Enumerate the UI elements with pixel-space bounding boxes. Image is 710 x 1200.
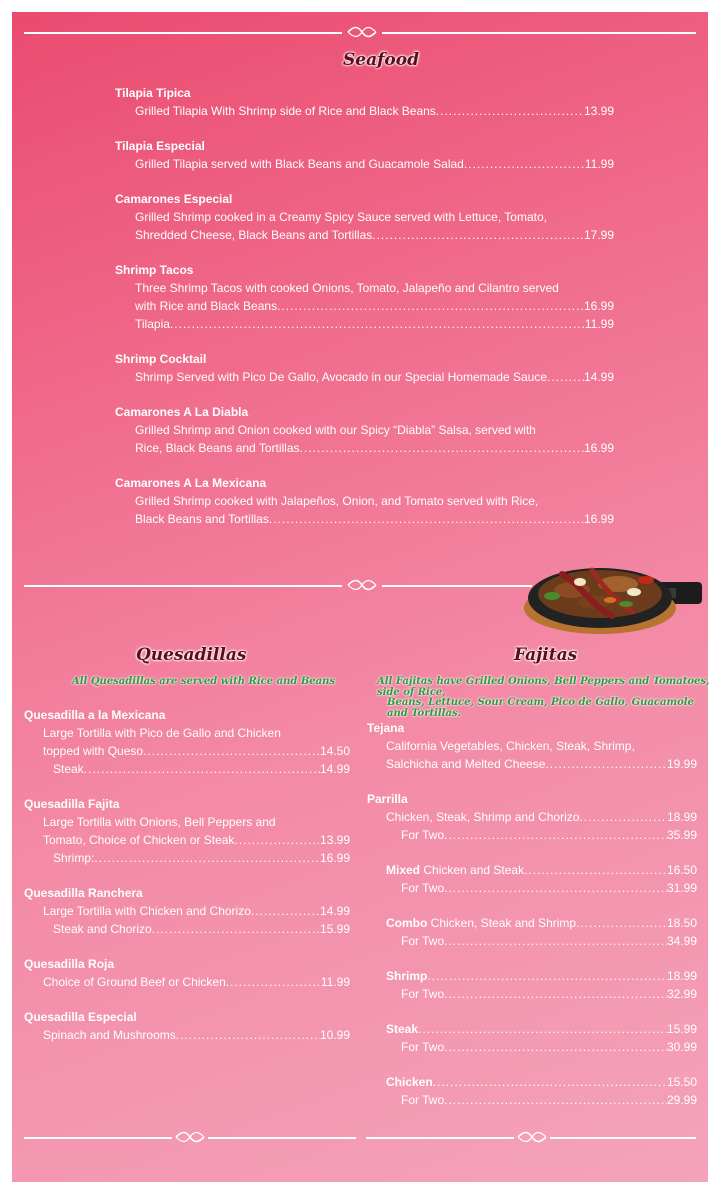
menu-item-line: Chicken, Steak, Shrimp and Chorizo ..... 18.99: [386, 809, 697, 825]
menu-item-line: For Two ..... 31.99: [401, 880, 697, 896]
menu-item-line: Shredded Cheese, Black Beans and Tortillas ..... 17.99: [135, 227, 614, 243]
menu-item-line: Grilled Shrimp and Onion cooked with our Spicy “Diabla” Salsa, served with: [135, 423, 536, 437]
mid-divider-right: [382, 585, 532, 587]
menu-item-name: Camarones Especial: [115, 192, 233, 206]
menu-item-line: Steak ..... 15.99: [386, 1021, 697, 1037]
menu-item-line: Tilapia ..... 11.99: [135, 316, 614, 332]
menu-item-line: Spinach and Mushrooms ..... 10.99: [43, 1027, 350, 1043]
flourish-ornament-icon: [174, 1130, 206, 1144]
flourish-ornament-icon: [346, 25, 378, 39]
menu-item-name: Quesadilla Especial: [24, 1010, 137, 1024]
fajitas-title: Fajitas: [514, 645, 578, 665]
menu-item-name: Camarones A La Diabla: [115, 405, 249, 419]
flourish-ornament-icon: [346, 578, 378, 592]
menu-item-line: Choice of Ground Beef or Chicken ..... 11.99: [43, 974, 350, 990]
menu-item-name: Shrimp Cocktail: [115, 352, 207, 366]
mid-divider-left: [24, 585, 342, 587]
menu-item-name: Shrimp Tacos: [115, 263, 194, 277]
flourish-ornament-icon: [516, 1130, 548, 1144]
menu-item-name: Quesadilla Ranchera: [24, 886, 143, 900]
bottom-divider-left-b: [208, 1137, 356, 1139]
menu-item-line: Grilled Shrimp cooked in a Creamy Spicy Sauce served with Lettuce, Tomato,: [135, 210, 547, 224]
menu-item-line: Salchicha and Melted Cheese ..... 19.99: [386, 756, 697, 772]
menu-item-name: Tilapia Especial: [115, 139, 205, 153]
menu-item-line: Rice, Black Beans and Tortillas ..... 16.99: [135, 440, 614, 456]
menu-item-line: Large Tortilla with Pico de Gallo and Chicken: [43, 726, 281, 740]
menu-item-line: California Vegetables, Chicken, Steak, Shrimp,: [386, 739, 635, 753]
bottom-divider-right-b: [550, 1137, 696, 1139]
menu-item-line: For Two ..... 35.99: [401, 827, 697, 843]
menu-item-line: Shrimp: ..... 16.99: [53, 850, 350, 866]
menu-item-line: Grilled Shrimp cooked with Jalapeños, Onion, and Tomato served with Rice,: [135, 494, 539, 508]
menu-item-line: Large Tortilla with Chicken and Chorizo ..... 14.99: [43, 903, 350, 919]
top-divider-right: [382, 32, 696, 34]
menu-item-line: Three Shrimp Tacos with cooked Onions, Tomato, Jalapeño and Cilantro served: [135, 281, 559, 295]
menu-item-line: For Two ..... 34.99: [401, 933, 697, 949]
menu-item-line: Large Tortilla with Onions, Bell Peppers and: [43, 815, 276, 829]
menu-item-name: Tejana: [367, 721, 405, 735]
menu-item-line: Mixed Chicken and Steak ..... 16.50: [386, 862, 697, 878]
bottom-divider-right-a: [366, 1137, 514, 1139]
menu-item-name: Quesadilla Fajita: [24, 797, 120, 811]
menu-item-line: Combo Chicken, Steak and Shrimp ..... 18.50: [386, 915, 697, 931]
menu-item-line: with Rice and Black Beans ..... 16.99: [135, 298, 614, 314]
menu-item-line: Grilled Tilapia served with Black Beans and Guacamole Salad ..... 11.99: [135, 156, 614, 172]
menu-item-name: Parrilla: [367, 792, 408, 806]
menu-item-name: Quesadilla a la Mexicana: [24, 708, 166, 722]
menu-item-line: Chicken ..... 15.50: [386, 1074, 697, 1090]
menu-item-line: Tomato, Choice of Chicken or Steak ..... 13.99: [43, 832, 350, 848]
menu-item-line: Shrimp ..... 18.99: [386, 968, 697, 984]
fajita-skillet-image: [522, 546, 704, 636]
fajitas-note-line2: Beans, Lettuce, Sour Cream, Pico de Gallo, Guacamole and Tortillas.: [387, 697, 694, 719]
menu-item-line: Steak ..... 14.99: [53, 761, 350, 777]
menu-item-line: Black Beans and Tortillas ..... 16.99: [135, 511, 614, 527]
fajitas-note-line1: All Fajitas have Grilled Onions, Bell Peppers and Tomatoes, side of Rice,: [377, 676, 710, 698]
quesadillas-note: All Quesadillas are served with Rice and Beans: [72, 676, 336, 687]
menu-item-name: Tilapia Tipica: [115, 86, 191, 100]
quesadillas-title: Quesadillas: [136, 645, 247, 665]
menu-item-line: Steak and Chorizo ..... 15.99: [53, 921, 350, 937]
menu-item-line: For Two ..... 30.99: [401, 1039, 697, 1055]
top-divider-left: [24, 32, 342, 34]
menu-item-line: Grilled Tilapia With Shrimp side of Rice and Black Beans ..... 13.99: [135, 103, 614, 119]
menu-item-line: For Two ..... 29.99: [401, 1092, 697, 1108]
menu-item-line: For Two ..... 32.99: [401, 986, 697, 1002]
bottom-divider-left-a: [24, 1137, 172, 1139]
menu-item-line: Shrimp Served with Pico De Gallo, Avocado in our Special Homemade Sauce ..... 14.99: [135, 369, 614, 385]
menu-item-name: Camarones A La Mexicana: [115, 476, 267, 490]
menu-item-name: Quesadilla Roja: [24, 957, 115, 971]
seafood-title: Seafood: [343, 50, 419, 70]
menu-item-line: topped with Queso ..... 14.50: [43, 743, 350, 759]
